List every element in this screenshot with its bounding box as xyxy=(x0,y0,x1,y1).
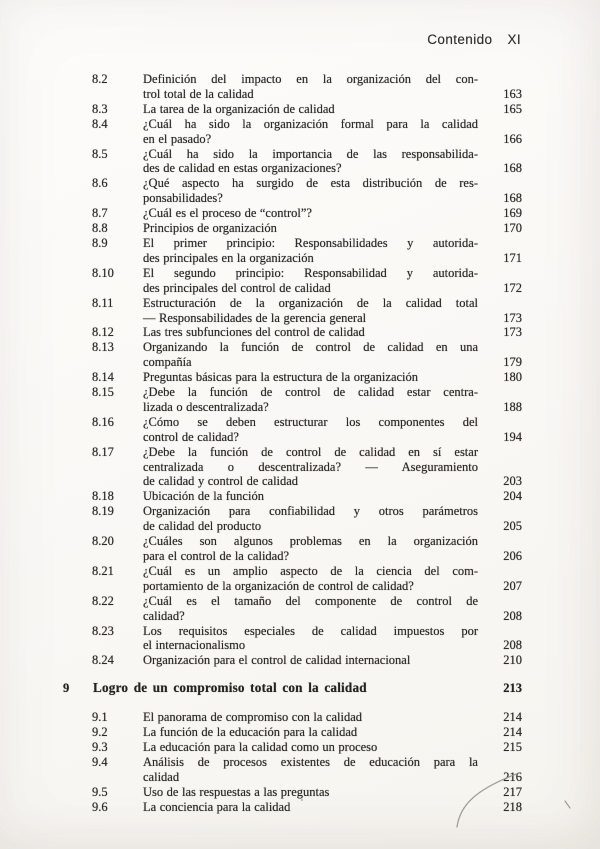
entry-title-line: — Responsabilidades de la gerencia general xyxy=(143,310,367,325)
entry-title xyxy=(143,236,478,266)
entry-number: 8.19 xyxy=(92,504,114,519)
toc-entry xyxy=(63,340,522,370)
toc-entry xyxy=(63,415,522,445)
toc-entry xyxy=(63,206,522,221)
entry-number: 8.24 xyxy=(92,653,114,668)
entry-number: 8.10 xyxy=(92,265,114,280)
entry-title xyxy=(143,594,478,624)
entry-title-line: Análisis de procesos existentes de educación para la xyxy=(143,754,478,769)
entry-title-line: ¿Qué aspecto ha surgido de esta distribución de res- xyxy=(143,176,478,191)
entry-title xyxy=(143,785,478,800)
entry-title-line: portamiento de la organización de control de calidad? xyxy=(143,578,414,593)
entry-title-line: Uso de las respuestas a las preguntas xyxy=(143,784,330,799)
entry-title-line: ponsabilidades? xyxy=(143,191,223,206)
entry-title xyxy=(143,296,478,326)
toc-entry xyxy=(63,221,522,236)
entry-title xyxy=(143,710,478,725)
entry-title-line: El panorama de compromiso con la calidad xyxy=(143,710,362,725)
entry-page-number: 165 xyxy=(503,101,522,116)
entry-title xyxy=(143,653,478,668)
entry-number: 8.16 xyxy=(92,414,114,429)
toc-entry xyxy=(63,117,522,147)
entry-title xyxy=(143,266,478,296)
toc-entry xyxy=(63,489,522,504)
entry-number: 8.3 xyxy=(92,101,108,116)
entry-number: 9.4 xyxy=(92,754,108,769)
toc-entry xyxy=(63,710,522,725)
toc-entry xyxy=(63,653,522,668)
running-head xyxy=(427,32,521,47)
entry-title xyxy=(143,624,478,654)
toc-entry xyxy=(63,385,522,415)
entry-number: 8.5 xyxy=(92,146,108,161)
entry-page-number: 214 xyxy=(503,710,522,725)
entry-page-number: 166 xyxy=(503,131,522,146)
entry-page-number: 215 xyxy=(503,739,522,754)
toc-entry xyxy=(63,504,522,534)
chapter-page-number: 213 xyxy=(503,681,522,696)
entry-title-line: trol total de la calidad xyxy=(143,86,254,101)
entry-number: 8.12 xyxy=(92,325,114,340)
entry-title-line: des de calidad en estas organizaciones? xyxy=(143,161,342,176)
chapter-number: 9 xyxy=(63,681,70,696)
toc-entry xyxy=(63,102,522,117)
entry-number: 8.13 xyxy=(92,340,114,355)
entry-number: 8.22 xyxy=(92,593,114,608)
entry-number: 8.15 xyxy=(92,385,114,400)
entry-page-number: 210 xyxy=(503,653,522,668)
entry-page-number: 173 xyxy=(503,310,522,325)
entry-page-number: 208 xyxy=(503,638,522,653)
entry-number: 8.11 xyxy=(92,295,114,310)
toc-entry xyxy=(63,147,522,177)
entry-page-number: 208 xyxy=(503,608,522,623)
entry-number: 9.2 xyxy=(92,725,108,740)
entry-title-line: para el control de la calidad? xyxy=(143,549,290,563)
entry-number: 8.8 xyxy=(92,221,108,236)
entry-title-line: lizada o descentralizada? xyxy=(143,399,269,414)
entry-number: 8.14 xyxy=(92,370,114,385)
entry-title-line: ¿Cómo se deben estructurar los componentes del xyxy=(143,414,478,429)
entry-number: 9.1 xyxy=(92,710,108,725)
entry-page-number: 207 xyxy=(503,578,522,593)
entry-page-number: 173 xyxy=(503,325,522,340)
entry-number: 8.18 xyxy=(92,489,114,504)
toc-entry xyxy=(63,296,522,326)
entry-title-line: en el pasado? xyxy=(143,131,212,146)
entry-page-number: 205 xyxy=(503,519,522,534)
entry-number: 9.5 xyxy=(92,784,108,799)
toc-entry xyxy=(63,564,522,594)
toc-entry xyxy=(63,236,522,266)
entry-title xyxy=(143,445,478,490)
entry-title-line: el internacionalismo xyxy=(143,638,246,653)
entry-title xyxy=(143,534,478,564)
entry-page-number: 168 xyxy=(503,191,522,206)
entry-title xyxy=(143,325,478,340)
entry-page-number: 179 xyxy=(503,355,522,370)
entry-title xyxy=(143,800,478,815)
entry-title xyxy=(143,340,478,370)
entry-title xyxy=(143,370,478,385)
entry-page-number: 188 xyxy=(503,399,522,414)
toc-entry xyxy=(63,800,522,815)
entry-number: 9.6 xyxy=(92,799,108,814)
ink-speck xyxy=(565,801,570,808)
entry-title-line: des principales del control de calidad xyxy=(143,280,331,295)
entry-number: 8.6 xyxy=(92,176,108,191)
entry-number: 8.23 xyxy=(92,623,114,638)
entry-page-number: 169 xyxy=(503,206,522,221)
entry-title-line: ¿Cuál es el tamaño del componente de control de xyxy=(143,593,478,608)
chapter-title: Logro de un compromiso total con la calidad xyxy=(93,680,367,696)
entry-title-line: calidad xyxy=(143,769,180,784)
entry-title xyxy=(143,117,478,147)
entry-page-number: 203 xyxy=(503,474,522,489)
entry-title-line: control de calidad? xyxy=(143,429,239,444)
entry-title-line: Ubicación de la función xyxy=(143,489,264,504)
entry-title xyxy=(143,72,478,102)
entry-number: 8.2 xyxy=(92,72,108,86)
toc-entry xyxy=(63,785,522,800)
entry-title xyxy=(143,740,478,755)
toc-entry xyxy=(63,72,522,102)
entry-title-line: ¿Cuál ha sido la importancia de las responsabilida- xyxy=(143,146,478,161)
entry-title xyxy=(143,725,478,740)
entry-title-line: Los requisitos especiales de calidad impuestos por xyxy=(143,623,478,638)
entry-title xyxy=(143,176,478,206)
entry-number: 8.17 xyxy=(92,444,114,459)
entry-title-line: ¿Cuál ha sido la organización formal para la calidad xyxy=(143,116,478,131)
entry-title-line: Estructuración de la organización de la calidad total xyxy=(143,295,478,310)
entry-title-line: Preguntas básicas para la estructura de la organización xyxy=(143,370,419,385)
running-head-title: Contenido xyxy=(427,32,493,47)
running-head-page-number: XI xyxy=(507,32,521,47)
entry-number: 8.4 xyxy=(92,116,108,131)
entry-title-line: de calidad del producto xyxy=(143,519,262,534)
toc-entry xyxy=(63,445,522,490)
entry-title-line: Organización para el control de calidad internacional xyxy=(143,653,411,668)
entry-page-number: 171 xyxy=(503,250,522,265)
entry-title xyxy=(143,206,478,221)
toc-entry xyxy=(63,624,522,654)
toc-entry xyxy=(63,594,522,624)
entry-title-line: de calidad y control de calidad xyxy=(143,474,299,489)
entry-title-line: compañía xyxy=(143,355,192,370)
entry-title-line: des principales en la organización xyxy=(143,250,314,265)
entry-title xyxy=(143,489,478,504)
entry-title-line: ¿Cuáles son algunos problemas en la organización xyxy=(143,534,478,549)
entry-title-line: calidad? xyxy=(143,608,185,623)
toc-entry xyxy=(63,534,522,564)
entry-title xyxy=(143,504,478,534)
entry-page-number: 216 xyxy=(503,769,522,784)
toc-entry xyxy=(63,370,522,385)
entry-title-line: centralizada o descentralizada? — Aseguramiento xyxy=(143,459,478,474)
entry-title-line: ¿Cuál es un amplio aspecto de la ciencia del com- xyxy=(143,563,478,578)
entry-page-number: 170 xyxy=(503,221,522,236)
entry-title xyxy=(143,102,478,117)
entry-page-number: 206 xyxy=(503,549,522,563)
entry-title xyxy=(143,221,478,236)
toc-list xyxy=(63,72,522,815)
entry-title xyxy=(143,755,478,785)
entry-page-number: 180 xyxy=(503,370,522,385)
toc-entry xyxy=(63,755,522,785)
chapter-heading-row xyxy=(63,681,522,696)
toc-entry xyxy=(63,266,522,296)
entry-title-line: La educación para la calidad como un proceso xyxy=(143,739,378,754)
entry-page-number: 194 xyxy=(503,429,522,444)
entry-page-number: 214 xyxy=(503,725,522,740)
entry-title-line: ¿Debe la función de control de calidad en sí estar xyxy=(143,444,478,459)
toc-entry xyxy=(63,725,522,740)
entry-number: 8.20 xyxy=(92,534,114,549)
entry-title xyxy=(143,147,478,177)
entry-page-number: 217 xyxy=(503,784,522,799)
entry-page-number: 168 xyxy=(503,161,522,176)
entry-title-line: La tarea de la organización de calidad xyxy=(143,101,335,116)
entry-title xyxy=(143,415,478,445)
entry-page-number: 163 xyxy=(503,86,522,101)
entry-title-line: ¿Cuál es el proceso de “control”? xyxy=(143,206,312,221)
entry-title-line: Principios de organización xyxy=(143,221,277,236)
entry-title-line: Organizando la función de control de calidad en una xyxy=(143,340,478,355)
entry-number: 9.3 xyxy=(92,739,108,754)
entry-title xyxy=(143,385,478,415)
entry-number: 8.21 xyxy=(92,563,114,578)
entry-title xyxy=(143,564,478,594)
entry-title-line: La función de la educación para la calidad xyxy=(143,725,358,740)
entry-number: 8.7 xyxy=(92,206,108,221)
entry-title-line: El segundo principio: Responsabilidad y autorida- xyxy=(143,265,478,280)
entry-page-number: 218 xyxy=(503,799,522,814)
toc-entry xyxy=(63,740,522,755)
entry-page-number: 204 xyxy=(503,489,522,504)
entry-title-line: La conciencia para la calidad xyxy=(143,799,291,814)
entry-title-line: Las tres subfunciones del control de calidad xyxy=(143,325,365,340)
entry-page-number: 172 xyxy=(503,280,522,295)
entry-title-line: El primer principio: Responsabilidades y autorida- xyxy=(143,235,478,250)
toc-entry xyxy=(63,176,522,206)
entry-number: 8.9 xyxy=(92,235,108,250)
toc-entry xyxy=(63,325,522,340)
entry-title-line: Definición del impacto en la organización del con- xyxy=(143,72,478,86)
entry-title-line: Organización para confiabilidad y otros parámetros xyxy=(143,504,478,519)
entry-title-line: ¿Debe la función de control de calidad estar centra- xyxy=(143,385,478,400)
